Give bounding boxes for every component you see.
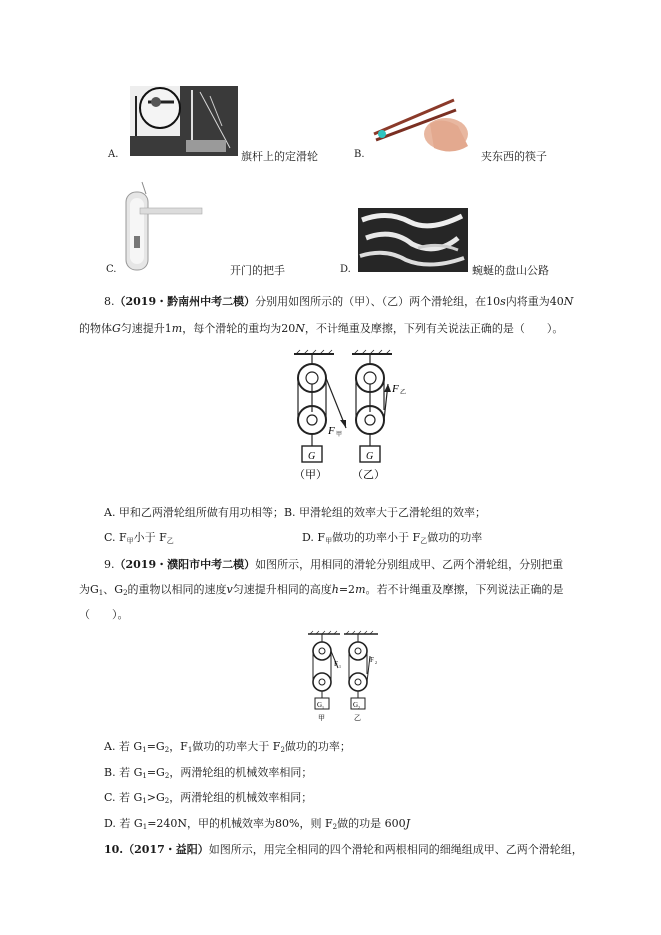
option-b-label: B. [354, 149, 365, 160]
q8-unit-n: N [563, 295, 574, 308]
q9-option-a [104, 738, 351, 754]
q9-text-3: 、G [103, 583, 124, 596]
q8-option-a: A. 甲和乙两滑轮组所做有用功相等； [104, 506, 284, 519]
q9-option-c-sub1: 1 [142, 797, 147, 805]
q9-sub-2: 2 [123, 589, 128, 597]
q8-fig-g-left: G [308, 451, 316, 462]
q9-option-d-2: =240N，甲的机械效率为80%，则 F [147, 817, 333, 830]
q8-line-2 [79, 320, 563, 336]
q9-line-2 [79, 581, 564, 597]
q8-var-g: G [112, 322, 121, 335]
q8-text-3: 的物体 [79, 322, 112, 335]
q9-number: 9. [104, 558, 115, 571]
q8-option-c-2: 小于 F [133, 531, 167, 544]
q8-unit-m: m [171, 322, 183, 335]
q9-fig-f1-sub: 1 [339, 664, 341, 669]
q9-option-c-sub2: 2 [164, 797, 170, 805]
chopsticks-photo [372, 96, 472, 158]
q8-fig-f-yi: F [392, 383, 399, 395]
q9-option-d-sub1: 1 [142, 823, 148, 831]
q9-text-6: =2 [338, 583, 356, 596]
mountain-road-photo [358, 208, 468, 272]
q8-line-1 [104, 293, 573, 309]
q9-fig-label-yi: 乙 [354, 714, 361, 722]
q8-option-c-sub1: 甲 [126, 537, 134, 545]
q8-option-c [104, 529, 174, 546]
option-b-caption: 夹东西的筷子 [481, 150, 547, 163]
q9-fig-g2-sub: 2 [358, 705, 360, 710]
q8-option-d-3: 做功的功率 [427, 531, 483, 544]
q8-fig-f-jia: F [328, 425, 335, 437]
q9-fig-label-jia: 甲 [318, 714, 325, 722]
q9-fig-f2-sub: 2 [375, 660, 377, 665]
q8-option-d [302, 529, 482, 546]
q10-number: 10. [104, 843, 124, 856]
q9-unit-j: J [405, 817, 410, 830]
q9-text-1: 如图所示，用相同的滑轮分别组成甲、乙两个滑轮组，分别把重 [255, 558, 564, 571]
q8-pulley-figure [284, 350, 414, 488]
q9-option-d [104, 815, 410, 831]
q8-unit-s: s [500, 295, 506, 308]
q9-fig-g2: G [353, 701, 359, 709]
q8-fig-label-jia: （甲） [294, 468, 327, 481]
q9-option-a-3: ，F [169, 740, 188, 753]
q8-text-1: 分别用如图所示的（甲）、（乙）两个滑轮组，在10 [255, 295, 501, 308]
q8-number: 8. [104, 295, 115, 308]
q9-option-a-sub1: 1 [142, 746, 147, 754]
door-handle-photo [120, 180, 204, 272]
q9-pulley-figure [304, 630, 386, 726]
q8-options-ab [104, 504, 486, 520]
q9-option-a-sub2: 2 [164, 746, 170, 754]
q9-var-h: h [331, 583, 339, 596]
option-d-label: D. [340, 264, 351, 275]
q9-line-1 [104, 556, 563, 572]
q9-option-a-1: A. 若 G [104, 740, 143, 753]
flagpole-pulley-photo [130, 86, 238, 156]
q9-option-a-5: 做功的功率； [284, 740, 351, 753]
q9-text-5: 匀速提升相同的高度 [232, 583, 332, 596]
q8-option-b: B. 甲滑轮组的效率大于乙滑轮组的效率； [283, 506, 487, 519]
q8-option-d-sub2: 乙 [420, 537, 428, 545]
q9-option-a-sub3: 1 [187, 746, 193, 754]
q8-text-6: ，不计绳重及摩擦，下列有关说法正确的是（ ）。 [304, 322, 564, 335]
q9-sub-1: 1 [98, 589, 104, 597]
q8-option-d-sub1: 甲 [325, 537, 333, 545]
q9-option-d-3: 做的功是 600 [337, 817, 406, 830]
q9-option-b [104, 764, 312, 780]
q9-fig-f2: F [370, 656, 374, 664]
q8-option-d-2: 做功的功率小于 F [332, 531, 421, 544]
q8-text-2: 内将重为40 [505, 295, 564, 308]
q8-fig-g-right: G [366, 451, 374, 462]
q8-fig-label-yi: （乙） [352, 468, 385, 481]
q9-option-c [104, 789, 312, 805]
mountain-road-image [358, 208, 468, 272]
option-c-caption: 开门的把手 [230, 264, 285, 277]
q9-text-2: 为G [79, 583, 99, 596]
q10-line-1 [104, 841, 583, 857]
option-c-label: C. [106, 264, 117, 275]
q9-option-b-sub1: 1 [142, 772, 147, 780]
q9-source: （2019・濮阳市中考二模） [114, 558, 256, 571]
q9-fig-g1: G [317, 701, 323, 709]
q9-text-7: 。若不计绳重及摩擦，下列说法正确的是 [365, 583, 564, 596]
q8-option-c-1: C. F [104, 531, 127, 544]
q8-option-c-sub2: 乙 [166, 537, 174, 545]
q9-text-4: 的重物以相同的速度 [127, 583, 227, 596]
q9-option-c-1: C. 若 G [104, 791, 143, 804]
q9-option-d-sub2: 2 [332, 823, 338, 831]
option-a-caption: 旗杆上的定滑轮 [241, 150, 318, 163]
q9-option-a-2: =G [146, 740, 165, 753]
q8-fig-f-yi-sub: 乙 [400, 389, 407, 396]
q8-unit-n-2: N [295, 322, 305, 335]
q9-option-c-2: >G [146, 791, 165, 804]
q8-option-d-1: D. F [302, 531, 326, 544]
q9-var-v: v [226, 583, 233, 596]
flagpole-pulley-image [130, 86, 238, 156]
q9-unit-m: m [355, 583, 366, 596]
q9-fig-f1: F [334, 660, 338, 668]
q10-source: （2017・益阳） [123, 843, 209, 856]
q8-text-4: 匀速提升1 [120, 322, 172, 335]
q8-fig-f-jia-sub: 甲 [336, 431, 343, 438]
q9-option-b-sub2: 2 [164, 772, 170, 780]
q9-option-a-sub4: 2 [280, 746, 285, 754]
option-a-label: A. [108, 149, 119, 160]
q9-option-b-3: ，两滑轮组的机械效率相同； [169, 766, 313, 779]
q9-line-3: （ ）。 [79, 608, 129, 621]
option-d-caption: 蜿蜒的盘山公路 [472, 264, 549, 277]
q9-option-a-4: 做功的功率大于 F [192, 740, 281, 753]
q9-option-b-1: B. 若 G [104, 766, 143, 779]
q9-option-d-1: D. 若 G [104, 817, 143, 830]
q10-text-1: 如图所示，用完全相同的四个滑轮和两根相同的细绳组成甲、乙两个滑轮组， [208, 843, 583, 856]
q8-source: （2019・黔南州中考二模） [114, 295, 256, 308]
q9-fig-g1-sub: 1 [322, 705, 324, 710]
q9-option-c-3: ，两滑轮组的机械效率相同； [169, 791, 313, 804]
q8-text-5: ，每个滑轮的重均为20 [182, 322, 296, 335]
q9-option-b-2: =G [146, 766, 165, 779]
